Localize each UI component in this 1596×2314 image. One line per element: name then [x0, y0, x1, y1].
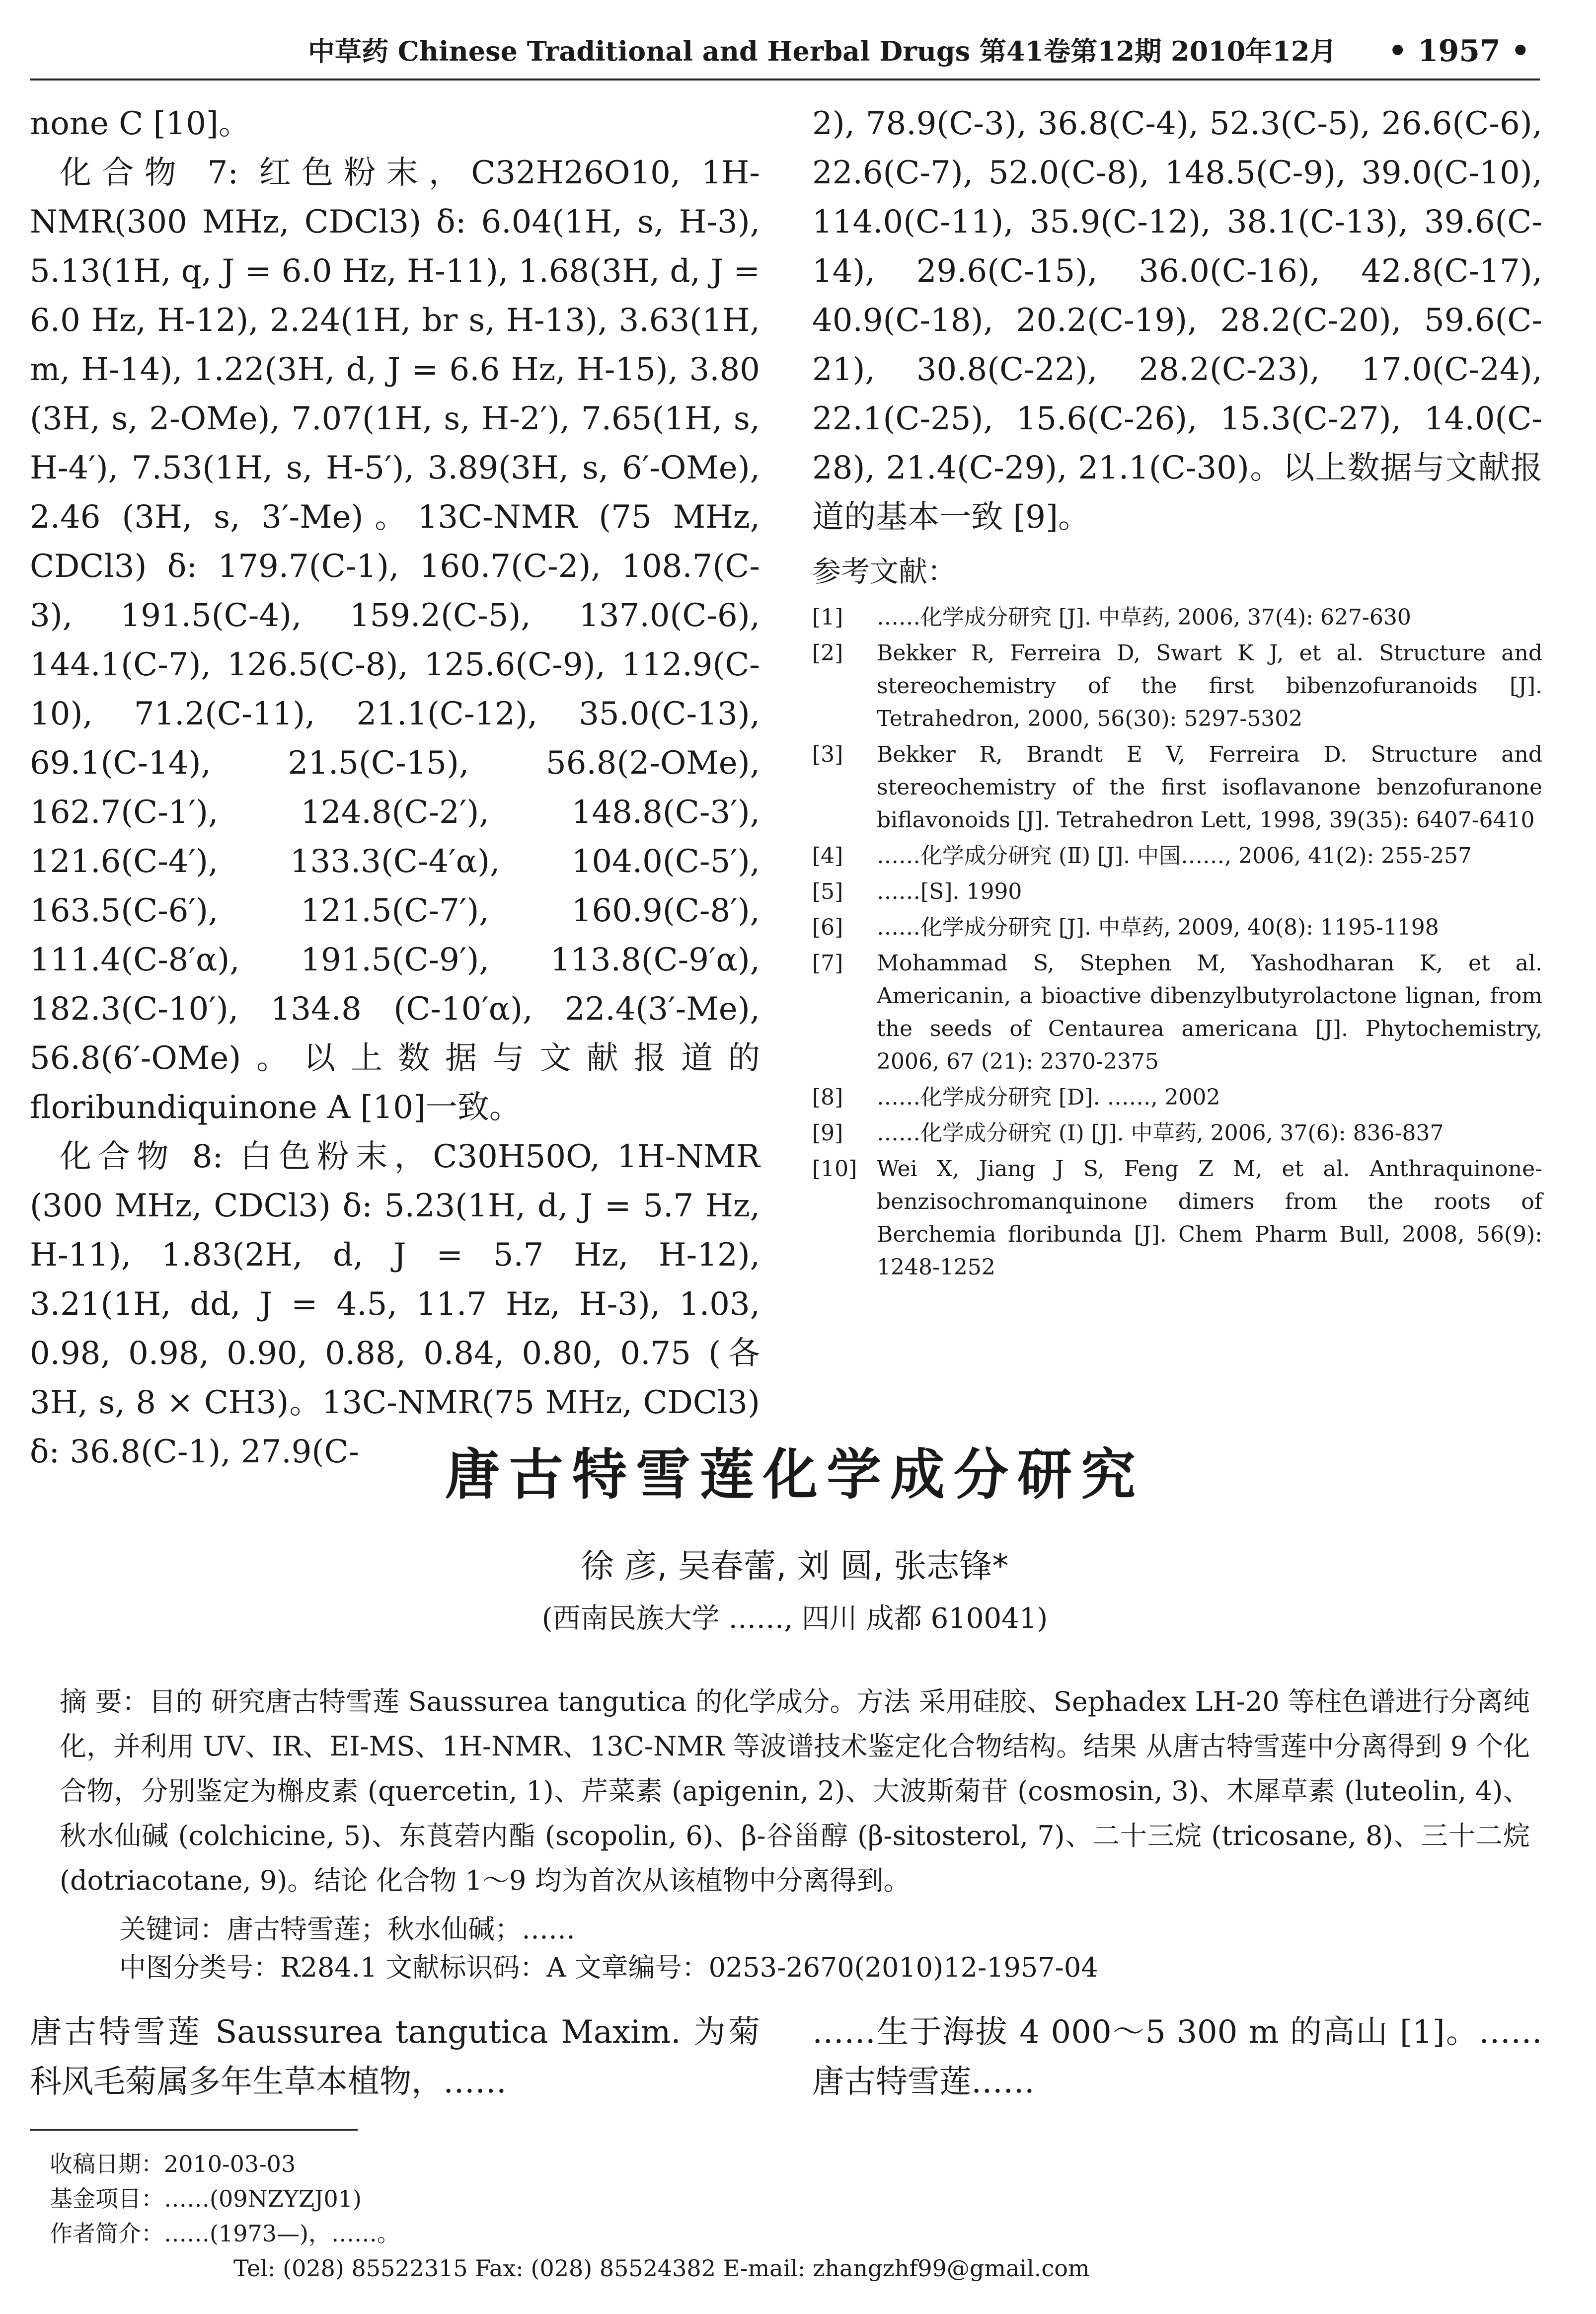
reference-item: [7] Mohammad S, Stephen M, Yashodharan K, et al. Americanin, a bioactive dibenzylbutyrolactone lignan, from the seeds of Centaurea americana [J]. Phytochemistry, 2006, 67 (21): 2370-2375 [812, 951, 1542, 1074]
intro-right: ……生于海拔 4 000～5 300 m 的高山 [1]。……唐古特雪莲…… [812, 2014, 1542, 2100]
keywords-block [119, 1908, 1530, 1985]
keywords: 关键词：唐古特雪莲；秋水仙碱；…… [119, 1914, 575, 1945]
compound-7-paragraph: 化合物 7: 红色粉末，C32H26O10, 1H-NMR(300 MHz, CDCl3) δ: 6.04(1H, s, H-3), 5.13(1H, q, J = 6.0 Hz, H-11), 1.68(3H, d, J = 6.0 Hz, H-12), 2.24(1H, br s, H-13), 3.63(1H, m, H-14), 1.22(3H, d, J = 6.6 Hz, H-15), 3.80 (3H, s, 2-OMe), 7.07(1H, s, H-2′), 7.65(1H, s, H-4′), 7.53(1H, s, H-5′), 3.89(3H, s, 6′-OMe), 2.46 (3H, s, 3′-Me)。13C-NMR (75 MHz, CDCl3) δ: 179.7(C-1), 160.7(C-2), 108.7(C-3), 191.5(C-4), 159.2(C-5), 137.0(C-6), 144.1(C-7), 126.5(C-8), 125.6(C-9), 112.9(C-10), 71.2(C-11), 21.1(C-12), 35.0(C-13), 69.1(C-14), 21.5(C-15), 56.8(2-OMe), 162.7(C-1′), 124.8(C-2′), 148.8(C-3′), 121.6(C-4′), 133.3(C-4′α), 104.0(C-5′), 163.5(C-6′), 121.5(C-7′), 160.9(C-8′), 111.4(C-8′α), 191.5(C-9′), 113.8(C-9′α), 182.3(C-10′), 134.8 (C-10′α), 22.4(3′-Me), 56.8(6′-OMe)。以上数据与文献报道的 floribundiquinone A [10]一致。 [30, 155, 760, 1126]
compound-8-paragraph: 化合物 8: 白色粉末，C30H50O, 1H-NMR (300 MHz, CDCl3) δ: 5.23(1H, d, J = 5.7 Hz, H-11), 1.83(2H, d, J = 5.7 Hz, H-12), 3.21(1H, dd, J = 4.5, 11.7 Hz, H-3), 1.03, 0.98, 0.98, 0.90, 0.88, 0.84, 0.80, 0.75 (各 3H, s, 8 × CH3)。13C-NMR(75 MHz, CDCl3) δ: 36.8(C-1), 27.9(C- [30, 1138, 760, 1470]
footnote-funding: 基金项目：……(09NZYZJ01) [50, 2185, 362, 2212]
reference-item: [4] ……化学成分研究 (Ⅱ) [J]. 中国……, 2006, 41(2): 255-257 [812, 843, 1472, 869]
reference-item: [5] ……[S]. 1990 [812, 879, 1022, 904]
reference-item: [8] ……化学成分研究 [D]. ……, 2002 [812, 1085, 1220, 1110]
footnotes [50, 2147, 1540, 2286]
right-column [812, 99, 1542, 1287]
article-title: 唐古特雪莲化学成分研究 [445, 1442, 1144, 1507]
paragraph: none C [10]。 [30, 105, 250, 142]
intro-left: 唐古特雪莲 Saussurea tangutica Maxim. 为菊科风毛菊属多年生草本植物，…… [30, 2014, 760, 2100]
paragraph: 2), 78.9(C-3), 36.8(C-4), 52.3(C-5), 26.6(C-6), 22.6(C-7), 52.0(C-8), 148.5(C-9), 39.0(C-10), 114.0(C-11), 35.9(C-12), 38.1(C-13), 39.6(C-14), 29.6(C-15), 36.0(C-16), 42.8(C-17), 40.9(C-18), 20.2(C-19), 28.2(C-20), 59.6(C-21), 30.8(C-22), 28.2(C-23), 17.0(C-24), 22.1(C-25), 15.6(C-26), 15.3(C-27), 14.0(C-28), 21.4(C-29), 21.1(C-30)。以上数据与文献报道的基本一致 [9]。 [812, 105, 1542, 536]
abstract: 摘 要：目的 研究唐古特雪莲 Saussurea tangutica 的化学成分。方法 采用硅胶、Sephadex LH-20 等柱色谱进行分离纯化，并利用 UV、IR、EI-MS、1H-NMR、13C-NMR 等波谱技术鉴定化合物结构。结果 从唐古特雪莲中分离得到 9 个化合物，分别鉴定为槲皮素 (quercetin, 1)、芹菜素 (apigenin, 2)、大波斯菊苷 (cosmosin, 3)、木犀草素 (luteolin, 4)、秋水仙碱 (colchicine, 5)、东莨菪内酯 (scopolin, 6)、β-谷甾醇 (β-sitosterol, 7)、二十三烷 (tricosane, 8)、三十二烷 (dotriacotane, 9)。结论 化合物 1～9 均为首次从该植物中分离得到。 [60, 1686, 1530, 1896]
classification-line: 中图分类号：R284.1 文献标识码：A 文章编号：0253-2670(2010)12-1957-04 [119, 1952, 1098, 1983]
article-header [30, 1431, 1560, 1636]
references-heading: 参考文献： [812, 555, 957, 588]
journal-header: 中草药 Chinese Traditional and Herbal Drugs 第41卷第12期 2010年12月 [308, 35, 1337, 67]
reference-item: [3] Bekker R, Brandt E V, Ferreira D. Structure and stereochemistry of the first isoflavanone benzofuranone biflavonoids [J]. Tetrahedron Lett, 1998, 39(35): 6407-6410 [812, 742, 1542, 833]
article-authors: 徐 彦, 吴春蕾, 刘 圆, 张志锋* [581, 1547, 1009, 1585]
reference-list [812, 601, 1542, 1284]
reference-item: [10] Wei X, Jiang J S, Feng Z M, et al. Anthraquinone-benzisochromanquinone dimers from the roots of Berchemia floribunda [J]. Chem Pharm Bull, 2008, 56(9): 1248-1252 [812, 1156, 1542, 1280]
footnote-contact: Tel: (028) 85522315 Fax: (028) 85524382 E-mail: zhangzhf99@gmail.com [233, 2255, 1090, 2282]
page-number: • 1957 • [1388, 34, 1530, 69]
footnote-rule [30, 2129, 358, 2131]
footnote-author: 作者简介：……(1973—)，……。 [50, 2220, 400, 2247]
reference-item: [2] Bekker R, Ferreira D, Swart K J, et al. Structure and stereochemistry of the first bibenzofuranoids [J]. Tetrahedron, 2000, 56(30): 5297-5302 [812, 640, 1542, 731]
footnote-received: 收稿日期：2010-03-03 [50, 2151, 296, 2177]
running-header [30, 24, 1540, 80]
reference-item: [9] ……化学成分研究 (Ⅰ) [J]. 中草药, 2006, 37(6): 836-837 [812, 1120, 1444, 1146]
reference-item: [6] ……化学成分研究 [J]. 中草药, 2009, 40(8): 1195-1198 [812, 915, 1439, 940]
article-affiliation: (西南民族大学 ……, 四川 成都 610041) [541, 1602, 1048, 1635]
left-column [30, 99, 760, 1477]
reference-item: [1] ……化学成分研究 [J]. 中草药, 2006, 37(4): 627-630 [812, 605, 1411, 630]
